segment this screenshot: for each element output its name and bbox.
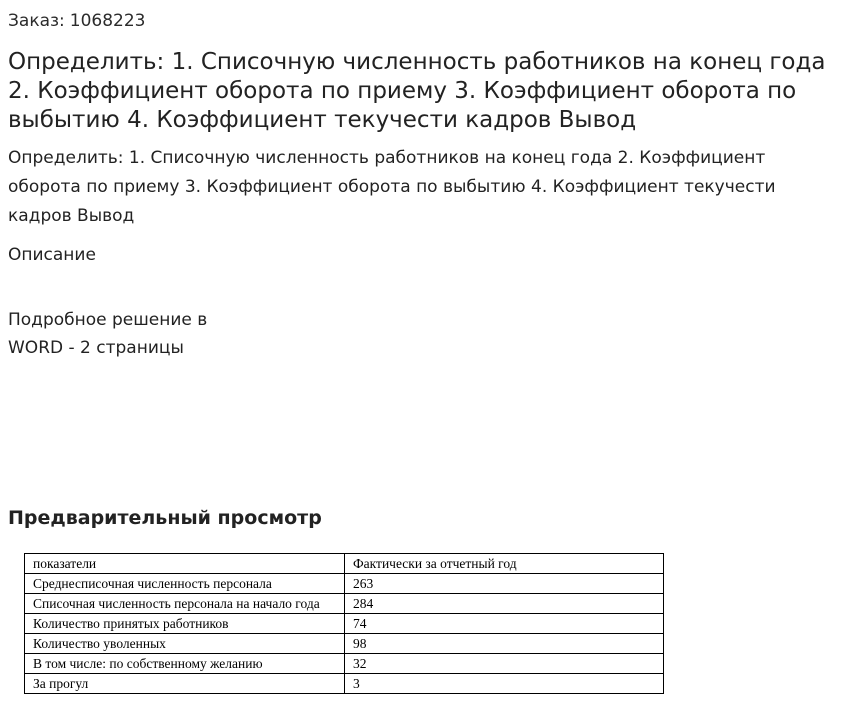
page-subtitle: Определить: 1. Списочную численность работников на конец года 2. Коэффициент оборота по приему 3. Коэффициент оборота по выбытию 4. Коэффициент текучести кадров Вывод — [8, 148, 776, 226]
table-cell: 284 — [345, 594, 664, 614]
table-cell: 74 — [345, 614, 664, 634]
order-line — [8, 10, 146, 32]
order-label: Заказ: — [8, 11, 65, 31]
table-cell: 263 — [345, 574, 664, 594]
table-cell: 32 — [345, 654, 664, 674]
table-cell: 3 — [345, 674, 664, 694]
table-cell: Количество принятых работников — [25, 614, 345, 634]
table-header-cell: Фактически за отчетный год — [345, 554, 664, 574]
description-text: Подробное решение в WORD - 2 страницы — [8, 310, 208, 358]
table-row — [25, 594, 664, 614]
page-title: Определить: 1. Списочную численность работников на конец года 2. Коэффициент оборота по приему 3. Коэффициент оборота по выбытию 4. Коэффициент текучести кадров Вывод — [8, 49, 826, 133]
preview-heading: Предварительный просмотр — [8, 507, 322, 529]
table-cell: Среднесписочная численность персонала — [25, 574, 345, 594]
table-row — [25, 654, 664, 674]
preview-image — [24, 553, 663, 694]
description-heading: Описание — [8, 245, 96, 265]
order-number: 1068223 — [69, 11, 146, 31]
table-cell: Списочная численность персонала на начало года — [25, 594, 345, 614]
table-cell: Количество уволенных — [25, 634, 345, 654]
table-cell: За прогул — [25, 674, 345, 694]
table-row — [25, 614, 664, 634]
table-header-row — [25, 554, 664, 574]
table-row — [25, 574, 664, 594]
table-row — [25, 634, 664, 654]
table-header-cell: показатели — [25, 554, 345, 574]
table-cell: 98 — [345, 634, 664, 654]
preview-table — [24, 553, 664, 694]
table-row — [25, 674, 664, 694]
table-cell: В том числе: по собственному желанию — [25, 654, 345, 674]
